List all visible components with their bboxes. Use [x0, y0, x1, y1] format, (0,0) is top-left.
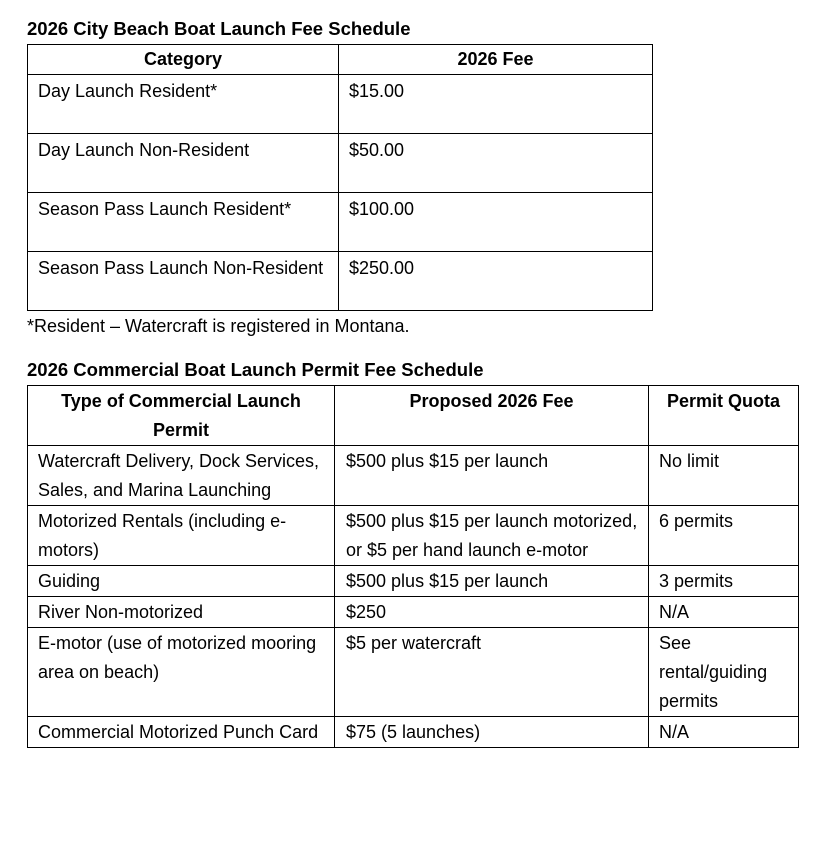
table-row — [28, 252, 653, 311]
proposed-fee-cell: $500 plus $15 per launch — [335, 566, 649, 597]
permit-type-cell: Watercraft Delivery, Dock Services, Sales, and Marina Launching — [28, 446, 335, 506]
proposed-fee-cell: $500 plus $15 per launch — [335, 446, 649, 506]
table-row — [28, 628, 799, 717]
permit-quota-cell: N/A — [649, 717, 799, 748]
table-row — [28, 134, 653, 193]
table-row — [28, 446, 799, 506]
proposed-fee-cell: $500 plus $15 per launch motorized, or $5 per hand launch e-motor — [335, 506, 649, 566]
fee-cell: $15.00 — [339, 75, 653, 134]
permit-quota-cell: 6 permits — [649, 506, 799, 566]
permit-quota-cell: See rental/guiding permits — [649, 628, 799, 717]
permit-type-cell: E-motor (use of motorized mooring area on beach) — [28, 628, 335, 717]
commercial-permit-table-title: 2026 Commercial Boat Launch Permit Fee Schedule — [27, 359, 484, 380]
permit-type-cell: Guiding — [28, 566, 335, 597]
permit-quota-cell: N/A — [649, 597, 799, 628]
permit-type-cell: River Non-motorized — [28, 597, 335, 628]
header-permit-type: Type of Commercial Launch Permit — [28, 386, 335, 446]
table-row — [28, 717, 799, 748]
category-cell: Season Pass Launch Resident* — [28, 193, 339, 252]
table-row — [28, 566, 799, 597]
permit-type-cell: Commercial Motorized Punch Card — [28, 717, 335, 748]
proposed-fee-cell: $75 (5 launches) — [335, 717, 649, 748]
proposed-fee-cell: $250 — [335, 597, 649, 628]
category-cell: Day Launch Resident* — [28, 75, 339, 134]
fee-cell: $250.00 — [339, 252, 653, 311]
table-header-row — [28, 45, 653, 75]
table-header-row — [28, 386, 799, 446]
table-row — [28, 506, 799, 566]
launch-fee-table-title: 2026 City Beach Boat Launch Fee Schedule — [27, 18, 411, 39]
proposed-fee-cell: $5 per watercraft — [335, 628, 649, 717]
commercial-permit-table — [27, 385, 799, 748]
category-cell: Season Pass Launch Non-Resident — [28, 252, 339, 311]
header-proposed-fee: Proposed 2026 Fee — [335, 386, 649, 446]
permit-quota-cell: No limit — [649, 446, 799, 506]
table-row — [28, 75, 653, 134]
table-row — [28, 597, 799, 628]
permit-quota-cell: 3 permits — [649, 566, 799, 597]
category-cell: Day Launch Non-Resident — [28, 134, 339, 193]
header-category: Category — [28, 45, 339, 75]
header-permit-quota: Permit Quota — [649, 386, 799, 446]
launch-fee-table — [27, 44, 653, 311]
table-row — [28, 193, 653, 252]
resident-footnote: *Resident – Watercraft is registered in Montana. — [27, 316, 410, 336]
permit-type-cell: Motorized Rentals (including e-motors) — [28, 506, 335, 566]
fee-cell: $50.00 — [339, 134, 653, 193]
header-fee: 2026 Fee — [339, 45, 653, 75]
fee-cell: $100.00 — [339, 193, 653, 252]
